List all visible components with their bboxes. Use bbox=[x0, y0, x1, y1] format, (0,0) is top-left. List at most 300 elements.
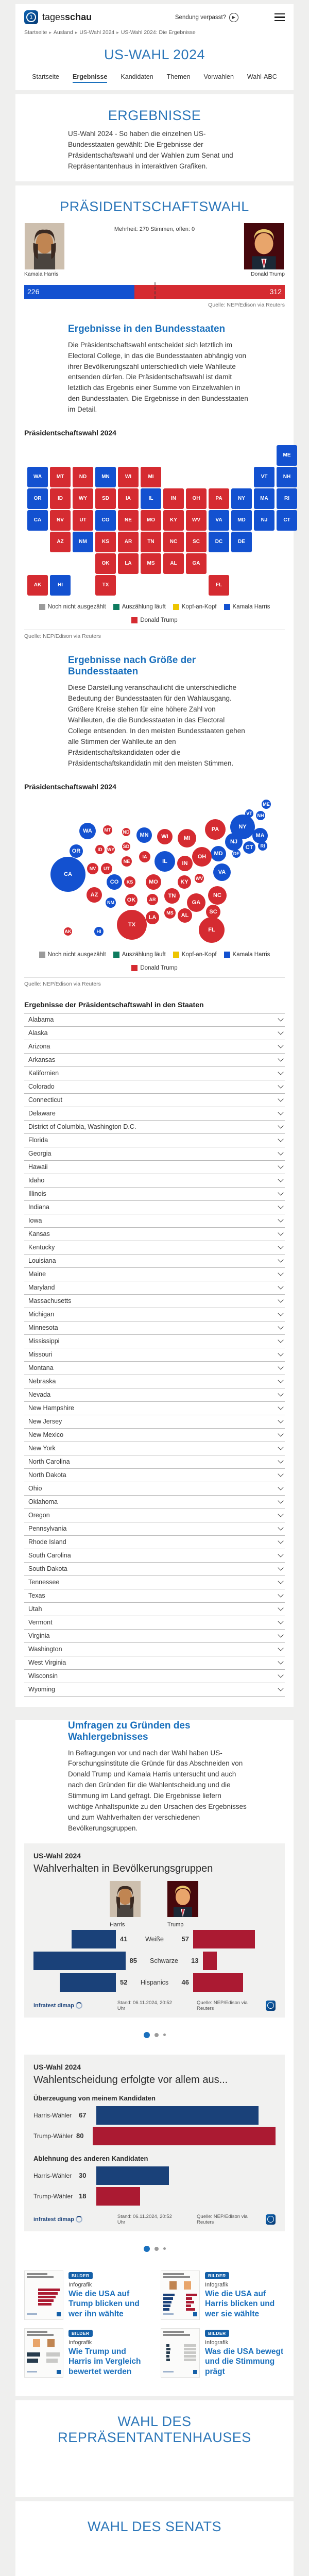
value-label: 67 bbox=[79, 2111, 87, 2120]
state-accordion-row[interactable] bbox=[24, 1268, 285, 1281]
state-name: Texas bbox=[28, 1592, 45, 1600]
state-name: Colorado bbox=[28, 1083, 55, 1091]
teaser-thumbnail[interactable] bbox=[161, 2270, 200, 2320]
senate-title: WAHL DES SENATS bbox=[87, 2518, 222, 2534]
map-state-AL[interactable]: AL bbox=[163, 553, 184, 574]
teaser-thumbnail[interactable] bbox=[24, 2328, 63, 2378]
bubble-state-OK[interactable]: OK bbox=[125, 894, 138, 906]
chevron-down-icon bbox=[278, 1632, 283, 1637]
state-accordion-row[interactable] bbox=[24, 1482, 285, 1496]
bubble-state-MN[interactable]: MN bbox=[136, 827, 152, 843]
map-state-NV[interactable]: NV bbox=[50, 510, 71, 531]
chevron-down-icon bbox=[278, 1350, 283, 1356]
map-state-PA[interactable]: PA bbox=[209, 488, 229, 509]
state-accordion-row[interactable] bbox=[24, 1388, 285, 1402]
globe-icon: 1 bbox=[26, 12, 36, 22]
candidate-trump bbox=[244, 223, 285, 277]
map-state-GA[interactable]: GA bbox=[186, 553, 207, 574]
bubble-state-AR[interactable]: AR bbox=[147, 894, 158, 905]
legend-swatch bbox=[224, 952, 230, 958]
state-accordion-row[interactable] bbox=[24, 1054, 285, 1067]
motivation-bar bbox=[96, 2106, 259, 2125]
bubble-map-source: Quelle: NEP/Edison via Reuters bbox=[24, 977, 285, 987]
map-state-KS[interactable]: KS bbox=[95, 532, 116, 552]
carousel-dot-active[interactable] bbox=[144, 2246, 150, 2252]
map-state-IL[interactable]: IL bbox=[141, 488, 161, 509]
state-accordion-row[interactable] bbox=[24, 1563, 285, 1576]
carousel-dot[interactable] bbox=[154, 2033, 159, 2037]
state-name: Indiana bbox=[28, 1204, 50, 1211]
state-name: Nebraska bbox=[28, 1378, 56, 1385]
bubble-state-NJ[interactable]: NJ bbox=[225, 833, 243, 851]
bubble-state-NV[interactable]: NV bbox=[87, 863, 98, 874]
state-accordion-row[interactable] bbox=[24, 1013, 285, 1027]
map-state-RI[interactable]: RI bbox=[277, 488, 297, 509]
bubble-state-PA[interactable]: PA bbox=[205, 819, 226, 840]
size-heading: Ergebnisse nach Größe der Bundesstaaten bbox=[68, 655, 196, 677]
state-accordion-row[interactable] bbox=[24, 1121, 285, 1134]
map-state-HI[interactable]: HI bbox=[50, 575, 71, 596]
chevron-down-icon bbox=[278, 1685, 283, 1691]
chevron-down-icon bbox=[278, 1109, 283, 1115]
map-state-TN[interactable]: TN bbox=[141, 532, 161, 552]
map-state-NM[interactable]: NM bbox=[73, 532, 93, 552]
chevron-down-icon bbox=[278, 1484, 283, 1490]
state-accordion-row[interactable] bbox=[24, 1429, 285, 1442]
chevron-down-icon bbox=[278, 1203, 283, 1209]
map-state-FL[interactable]: FL bbox=[209, 575, 229, 596]
state-accordion-row[interactable] bbox=[24, 1335, 285, 1348]
state-accordion-row[interactable] bbox=[24, 1656, 285, 1670]
sendung-verpasst-label: Sendung verpasst? bbox=[175, 14, 226, 21]
state-accordion-row[interactable] bbox=[24, 1549, 285, 1563]
map-state-CT[interactable]: CT bbox=[277, 510, 297, 531]
chevron-down-icon bbox=[278, 1511, 283, 1517]
state-accordion-row[interactable] bbox=[24, 1255, 285, 1268]
harris-bar bbox=[72, 1930, 116, 1948]
bubble-state-MO[interactable]: MO bbox=[146, 874, 161, 890]
breadcrumb bbox=[24, 27, 285, 41]
teaser-title[interactable]: Wie die USA auf Harris blicken und wer sie wählte bbox=[205, 2289, 275, 2318]
state-accordion-row[interactable] bbox=[24, 1496, 285, 1509]
state-accordion-row[interactable] bbox=[24, 1040, 285, 1054]
map-state-ND[interactable]: ND bbox=[73, 467, 93, 487]
map-state-VT[interactable]: VT bbox=[254, 467, 274, 487]
bubble-state-KY[interactable]: KY bbox=[178, 875, 191, 889]
chevron-down-icon bbox=[278, 1163, 283, 1168]
bubble-state-ME[interactable]: ME bbox=[262, 800, 271, 809]
bilder-badge: BILDER bbox=[68, 2272, 93, 2279]
state-accordion-row[interactable] bbox=[24, 1174, 285, 1188]
state-accordion-row[interactable] bbox=[24, 1683, 285, 1697]
map-state-MT[interactable]: MT bbox=[50, 467, 71, 487]
bubble-state-IA[interactable]: IA bbox=[139, 851, 150, 862]
map-state-MN[interactable]: MN bbox=[95, 467, 116, 487]
map-state-TX[interactable]: TX bbox=[95, 575, 116, 596]
map-state-MD[interactable]: MD bbox=[231, 510, 252, 531]
teaser-title[interactable]: Wie die USA auf Trump blicken und wer ihn wählte bbox=[68, 2289, 140, 2318]
map-state-WI[interactable]: WI bbox=[118, 467, 139, 487]
trump-column-label: Trump bbox=[167, 1921, 184, 1928]
bubble-state-AL[interactable]: AL bbox=[178, 908, 192, 923]
size-text: Diese Darstellung veranschaulicht die unterschiedliche Bedeutung der Bundesstaaten für den Wahlausgang. Größere Kreise stehen für eine höhere Zahl von Wahlleuten, die die Bundesstaaten in das Electoral College entsenden. In den meisten Bundesstaaten gehen alle Stimmen der Wahlleute an den Präsidentschaftskandidaten oder die Präsidentschaftskandidatin mit den meisten Stimmen. bbox=[68, 684, 245, 767]
trump-photo-small bbox=[167, 1881, 199, 1928]
teaser-thumbnail[interactable] bbox=[161, 2328, 200, 2378]
map-state-LA[interactable]: LA bbox=[118, 553, 139, 574]
state-name: West Virginia bbox=[28, 1659, 66, 1667]
house-title: WAHL DES REPRÄSENTANTENHAUSES bbox=[58, 2413, 251, 2445]
bubble-state-NM[interactable]: NM bbox=[106, 897, 116, 908]
map-state-VA[interactable]: VA bbox=[209, 510, 229, 531]
teaser-title[interactable]: Was die USA bewegt und die Stimmung prägt bbox=[205, 2347, 284, 2376]
state-name: Minnesota bbox=[28, 1324, 58, 1332]
chevron-down-icon bbox=[278, 1672, 283, 1677]
tagesschau-wordmark[interactable]: tagesschau bbox=[42, 12, 92, 22]
carousel-dot-active[interactable] bbox=[144, 2032, 150, 2038]
chevron-down-icon bbox=[278, 1216, 283, 1222]
state-accordion-row[interactable] bbox=[24, 1080, 285, 1094]
breadcrumb-item[interactable]: US-Wahl 2024: Die Ergebnisse bbox=[121, 29, 196, 36]
state-accordion-row[interactable] bbox=[24, 1027, 285, 1040]
state-accordion-row[interactable] bbox=[24, 1308, 285, 1321]
bilder-badge: BILDER bbox=[205, 2272, 229, 2279]
map-state-IA[interactable]: IA bbox=[118, 488, 139, 509]
teaser-kicker: Infografik bbox=[205, 2281, 229, 2288]
map-state-CA[interactable]: CA bbox=[27, 510, 48, 531]
bubble-state-NY[interactable]: NY bbox=[230, 815, 255, 839]
legend-swatch bbox=[131, 965, 138, 971]
state-name: Utah bbox=[28, 1605, 42, 1613]
carousel-dot[interactable] bbox=[154, 2247, 159, 2251]
chevron-down-icon bbox=[278, 1310, 283, 1316]
map-source: Quelle: NEP/Edison via Reuters bbox=[24, 630, 285, 639]
tab-themen[interactable]: Themen bbox=[166, 73, 191, 80]
electoral-college-bar bbox=[24, 285, 285, 299]
state-accordion-row[interactable] bbox=[24, 1522, 285, 1536]
chevron-down-icon bbox=[278, 1578, 283, 1584]
state-name: Maine bbox=[28, 1270, 46, 1278]
bubble-state-NC[interactable]: NC bbox=[208, 886, 227, 905]
motivation-group-label: Ablehnung des anderen Kandidaten bbox=[33, 2154, 148, 2162]
state-name: Missouri bbox=[28, 1351, 53, 1359]
chevron-down-icon bbox=[278, 1324, 283, 1329]
state-accordion-row[interactable] bbox=[24, 1321, 285, 1335]
state-accordion-row[interactable] bbox=[24, 1589, 285, 1603]
state-name: Alaska bbox=[28, 1029, 48, 1037]
chevron-down-icon bbox=[278, 1417, 283, 1423]
state-name: Georgia bbox=[28, 1150, 52, 1158]
infographic2-source: Quelle: NEP/Edison via Reuters bbox=[197, 2213, 248, 2225]
voter-group-label: Trump-Wähler bbox=[33, 2192, 73, 2200]
state-accordion-row[interactable] bbox=[24, 1630, 285, 1643]
bubble-state-SD[interactable]: SD bbox=[122, 842, 130, 851]
chevron-down-icon bbox=[278, 1096, 283, 1101]
infographic-demographics bbox=[24, 1843, 285, 2018]
teaser-card[interactable] bbox=[161, 2270, 285, 2320]
state-accordion-row[interactable] bbox=[24, 1402, 285, 1415]
teaser-kicker: Infografik bbox=[68, 2281, 92, 2288]
infographic1-title: Wahlverhalten in Bevölkerungsgruppen bbox=[33, 1862, 213, 1874]
teaser-card[interactable] bbox=[161, 2328, 285, 2378]
chevron-down-icon bbox=[278, 1377, 283, 1383]
legend-label: Kopf-an-Kopf bbox=[181, 604, 217, 611]
map-state-MA[interactable]: MA bbox=[254, 488, 274, 509]
state-accordion-row[interactable] bbox=[24, 1455, 285, 1469]
state-name: Louisiana bbox=[28, 1257, 56, 1265]
bubble-state-SC[interactable]: SC bbox=[206, 905, 220, 919]
chevron-down-icon bbox=[278, 1257, 283, 1262]
map-state-OH[interactable]: OH bbox=[186, 488, 207, 509]
bubble-state-TX[interactable]: TX bbox=[117, 910, 147, 940]
map-state-WV[interactable]: WV bbox=[186, 510, 207, 531]
map-state-NE[interactable]: NE bbox=[118, 510, 139, 531]
play-icon[interactable]: ▶ bbox=[229, 13, 238, 22]
state-accordion-row[interactable] bbox=[24, 1348, 285, 1362]
map-legend bbox=[24, 599, 285, 628]
legend-label: Noch nicht ausgezählt bbox=[47, 604, 106, 611]
trump-bar bbox=[193, 1930, 255, 1948]
value-label: 18 bbox=[79, 2192, 87, 2200]
teaser-card[interactable] bbox=[24, 2328, 148, 2378]
stand-label: Stand: 06.11.2024, 20:52 Uhr bbox=[117, 2213, 172, 2225]
chevron-down-icon bbox=[278, 1498, 283, 1503]
trump-name: Donald Trump bbox=[251, 270, 285, 277]
state-accordion-row[interactable] bbox=[24, 1241, 285, 1255]
tile-map bbox=[24, 444, 291, 599]
bubble-state-RI[interactable]: RI bbox=[258, 841, 267, 851]
map-state-IN[interactable]: IN bbox=[163, 488, 184, 509]
map-state-ID[interactable]: ID bbox=[50, 488, 71, 509]
map-state-AK[interactable]: AK bbox=[27, 575, 48, 596]
bubble-state-UT[interactable]: UT bbox=[101, 863, 112, 874]
map-state-AZ[interactable]: AZ bbox=[50, 532, 71, 552]
carousel-dot[interactable] bbox=[163, 2247, 166, 2250]
map-state-MI[interactable]: MI bbox=[141, 467, 161, 487]
bubble-map-legend bbox=[24, 946, 285, 975]
bubble-state-MA[interactable]: MA bbox=[252, 828, 268, 843]
state-accordion-row[interactable] bbox=[24, 1576, 285, 1589]
bubble-state-AK[interactable]: AK bbox=[64, 927, 72, 936]
state-accordion-row[interactable] bbox=[24, 1067, 285, 1080]
group-label: Weiße bbox=[145, 1935, 164, 1943]
bubble-state-WA[interactable]: WA bbox=[79, 823, 96, 839]
teaser-title[interactable]: Wie Trump und Harris im Vergleich bewertet werden bbox=[68, 2347, 141, 2376]
teaser-grid bbox=[24, 2270, 285, 2378]
map-state-DE[interactable]: DE bbox=[231, 532, 252, 552]
bubble-state-FL[interactable]: FL bbox=[199, 917, 225, 943]
demographics-row bbox=[33, 1951, 276, 1971]
map-state-WY[interactable]: WY bbox=[73, 488, 93, 509]
state-accordion-row[interactable] bbox=[24, 1161, 285, 1174]
harris-name: Kamala Harris bbox=[24, 270, 59, 277]
chevron-down-icon bbox=[278, 1176, 283, 1182]
state-accordion-row[interactable] bbox=[24, 1228, 285, 1241]
breadcrumb-item[interactable]: Startseite bbox=[24, 29, 47, 36]
chevron-down-icon bbox=[278, 1391, 283, 1396]
bubble-state-DE[interactable]: DE bbox=[232, 850, 241, 858]
state-accordion-row[interactable] bbox=[24, 1643, 285, 1656]
teaser-card[interactable] bbox=[24, 2270, 148, 2320]
legend-item bbox=[39, 604, 106, 610]
tab-startseite[interactable]: Startseite bbox=[32, 73, 60, 80]
map-state-CO[interactable]: CO bbox=[95, 510, 116, 531]
state-accordion-row[interactable] bbox=[24, 1214, 285, 1228]
state-accordion-row[interactable] bbox=[24, 1375, 285, 1388]
bubble-state-ID[interactable]: ID bbox=[95, 845, 105, 854]
bubble-state-OH[interactable]: OH bbox=[192, 847, 212, 867]
intro-card bbox=[15, 94, 294, 181]
map-state-WA[interactable]: WA bbox=[27, 467, 48, 487]
map-state-NJ[interactable]: NJ bbox=[254, 510, 274, 531]
chevron-down-icon bbox=[278, 1069, 283, 1075]
bubble-state-CO[interactable]: CO bbox=[107, 874, 122, 890]
tagesschau-logo-icon[interactable] bbox=[24, 10, 38, 24]
bubble-state-MT[interactable]: MT bbox=[103, 825, 112, 835]
state-name: Arkansas bbox=[28, 1056, 56, 1064]
state-accordion-row[interactable] bbox=[24, 1442, 285, 1455]
map-state-SC[interactable]: SC bbox=[186, 532, 207, 552]
breadcrumb-item[interactable]: Ausland bbox=[53, 29, 73, 36]
map-state-ME[interactable]: ME bbox=[277, 445, 297, 466]
bubble-state-NE[interactable]: NE bbox=[122, 856, 132, 867]
state-accordion-row[interactable] bbox=[24, 1134, 285, 1147]
state-name: Ohio bbox=[28, 1485, 42, 1493]
state-accordion-row[interactable] bbox=[24, 1616, 285, 1630]
motivation-group-label: Überzeugung von meinem Kandidaten bbox=[33, 2094, 156, 2102]
state-accordion-row[interactable] bbox=[24, 1670, 285, 1683]
map-state-SD[interactable]: SD bbox=[95, 488, 116, 509]
bubble-state-CT[interactable]: CT bbox=[243, 841, 255, 854]
bubble-state-MD[interactable]: MD bbox=[211, 846, 226, 861]
breadcrumb-separator: ▸ bbox=[75, 30, 78, 35]
breadcrumb-item[interactable]: US-Wahl 2024 bbox=[79, 29, 115, 36]
bubble-state-WV[interactable]: WV bbox=[195, 874, 204, 883]
state-name: North Dakota bbox=[28, 1471, 66, 1479]
tab-ergebnisse[interactable]: Ergebnisse bbox=[73, 73, 107, 83]
bubble-state-CA[interactable]: CA bbox=[50, 857, 85, 892]
state-accordion-row[interactable] bbox=[24, 1147, 285, 1161]
state-name: North Carolina bbox=[28, 1458, 70, 1466]
hamburger-menu-icon[interactable] bbox=[274, 13, 285, 22]
bubble-state-ND[interactable]: ND bbox=[122, 828, 130, 836]
map-state-AR[interactable]: AR bbox=[118, 532, 139, 552]
bubble-state-LA[interactable]: LA bbox=[146, 911, 159, 924]
bubble-state-TN[interactable]: TN bbox=[164, 888, 180, 904]
teaser-thumbnail[interactable] bbox=[24, 2270, 63, 2320]
state-accordion-row[interactable] bbox=[24, 1107, 285, 1121]
majority-marker bbox=[154, 282, 156, 299]
state-name: Oregon bbox=[28, 1512, 50, 1519]
bubble-state-KS[interactable]: KS bbox=[124, 876, 135, 888]
legend-swatch bbox=[113, 604, 119, 610]
state-name: Mississippi bbox=[28, 1337, 60, 1345]
state-name: Maryland bbox=[28, 1284, 55, 1292]
map-state-OK[interactable]: OK bbox=[95, 553, 116, 574]
tab-vorwahlen[interactable]: Vorwahlen bbox=[203, 73, 234, 80]
infratest-dimap-logo: infratest dimap bbox=[33, 2216, 82, 2223]
state-name: Kalifornien bbox=[28, 1070, 59, 1077]
state-accordion-row[interactable] bbox=[24, 1603, 285, 1616]
chevron-down-icon bbox=[278, 1431, 283, 1436]
state-name: New Hampshire bbox=[28, 1404, 74, 1412]
bubble-state-GA[interactable]: GA bbox=[187, 893, 205, 912]
carousel-dot[interactable] bbox=[163, 2033, 166, 2036]
state-accordion-row[interactable] bbox=[24, 1281, 285, 1295]
chevron-down-icon bbox=[278, 1524, 283, 1530]
state-accordion-row[interactable] bbox=[24, 1094, 285, 1107]
state-accordion-row[interactable] bbox=[24, 1509, 285, 1522]
bubble-state-HI[interactable]: HI bbox=[94, 927, 104, 936]
bubble-state-AZ[interactable]: AZ bbox=[87, 887, 102, 903]
infographic2-title: Wahlentscheidung erfolgte vor allem aus... bbox=[33, 2074, 228, 2086]
harris-bar bbox=[33, 1952, 126, 1970]
legend-swatch bbox=[173, 604, 179, 610]
chevron-down-icon bbox=[278, 1123, 283, 1128]
bubble-state-VA[interactable]: VA bbox=[213, 863, 231, 881]
map-state-KY[interactable]: KY bbox=[163, 510, 184, 531]
harris-bar bbox=[60, 1973, 116, 1992]
legend-swatch bbox=[39, 604, 45, 610]
legend-label: Kopf-an-Kopf bbox=[181, 951, 217, 958]
chevron-down-icon bbox=[278, 1551, 283, 1557]
map-state-NC[interactable]: NC bbox=[163, 532, 184, 552]
state-accordion-row[interactable] bbox=[24, 1188, 285, 1201]
carousel-dots-2 bbox=[24, 2241, 285, 2259]
legend-label: Kamala Harris bbox=[232, 951, 270, 958]
map-state-NH[interactable]: NH bbox=[277, 467, 297, 487]
map-state-MO[interactable]: MO bbox=[141, 510, 161, 531]
map-state-MS[interactable]: MS bbox=[141, 553, 161, 574]
tab-wahl-abc[interactable]: Wahl-ABC bbox=[247, 73, 277, 80]
page-title: US-WAHL 2024 bbox=[104, 47, 205, 62]
map-state-UT[interactable]: UT bbox=[73, 510, 93, 531]
state-name: Delaware bbox=[28, 1110, 56, 1117]
bubble-state-VT[interactable]: VT bbox=[245, 809, 253, 818]
state-accordion-row[interactable] bbox=[24, 1362, 285, 1375]
trump-value: 46 bbox=[181, 1978, 189, 1987]
bubble-state-MS[interactable]: MS bbox=[164, 907, 176, 919]
state-accordion-row[interactable] bbox=[24, 1415, 285, 1429]
state-accordion-row[interactable] bbox=[24, 1201, 285, 1214]
chevron-down-icon bbox=[278, 1658, 283, 1664]
map-state-NY[interactable]: NY bbox=[231, 488, 252, 509]
bubble-state-IL[interactable]: IL bbox=[154, 851, 175, 872]
bubble-state-IN[interactable]: IN bbox=[177, 856, 193, 871]
state-accordion-row[interactable] bbox=[24, 1295, 285, 1308]
state-name: Illinois bbox=[28, 1190, 46, 1198]
bubble-state-NH[interactable]: NH bbox=[256, 811, 265, 820]
map-state-OR[interactable]: OR bbox=[27, 488, 48, 509]
bubble-state-OR[interactable]: OR bbox=[70, 844, 83, 858]
bubble-state-MI[interactable]: MI bbox=[178, 829, 196, 848]
legend-label: Kamala Harris bbox=[232, 604, 270, 611]
map-state-DC[interactable]: DC bbox=[209, 532, 229, 552]
chevron-down-icon bbox=[278, 1243, 283, 1249]
trump-value: 13 bbox=[191, 1957, 199, 1965]
motivation-bar bbox=[96, 2187, 140, 2206]
bubble-state-WI[interactable]: WI bbox=[157, 829, 173, 844]
tab-kandidaten[interactable]: Kandidaten bbox=[121, 73, 153, 80]
state-accordion-row[interactable] bbox=[24, 1469, 285, 1482]
sendung-verpasst-link[interactable] bbox=[175, 13, 238, 22]
bubble-state-WY[interactable]: WY bbox=[107, 845, 115, 854]
state-name: South Carolina bbox=[28, 1552, 71, 1560]
state-accordion-row[interactable] bbox=[24, 1536, 285, 1549]
breadcrumb-separator: ▸ bbox=[49, 30, 52, 35]
state-name: South Dakota bbox=[28, 1565, 67, 1573]
legend-label: Auszählung läuft bbox=[122, 604, 166, 611]
trump-votes-segment: 312 bbox=[134, 285, 285, 299]
